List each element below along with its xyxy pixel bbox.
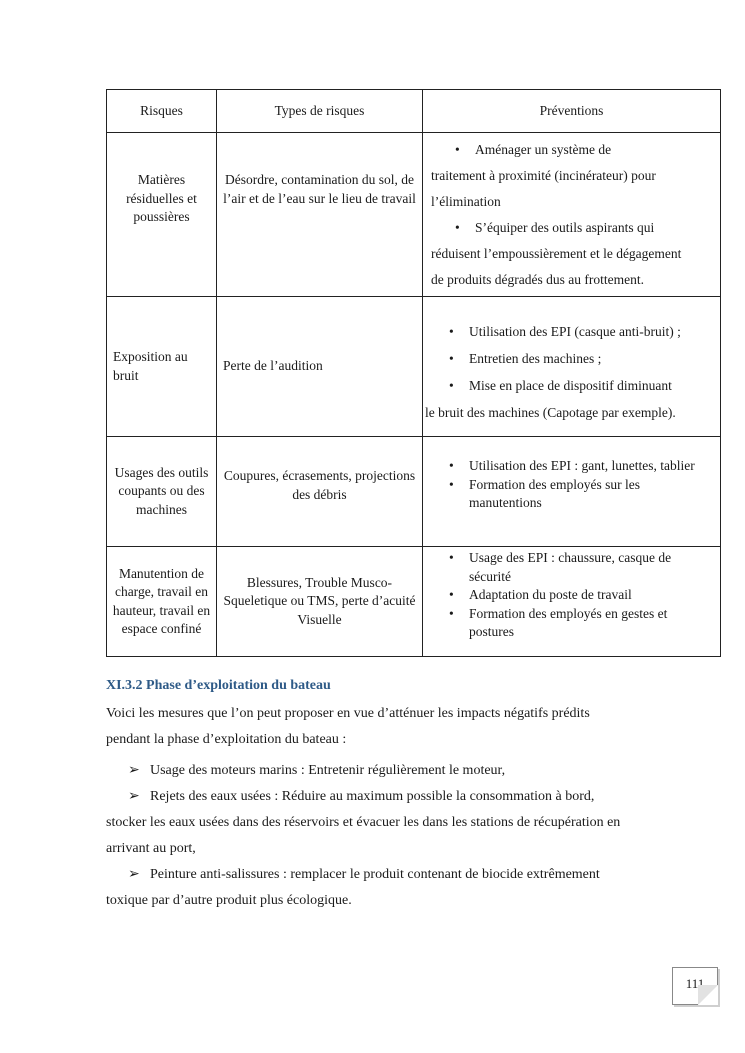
- page-number: [672, 967, 718, 1005]
- table-row: [107, 297, 721, 437]
- prevention-cell: [423, 547, 721, 657]
- prevention-line: • Adaptation du poste de travail: [425, 586, 714, 605]
- list-item-continuation: arrivant au port,: [106, 841, 196, 856]
- header-types: Types de risques: [217, 90, 423, 133]
- risk-table: [106, 89, 721, 657]
- prevention-line: • Formation des employés sur les manutentions: [425, 476, 714, 513]
- prevention-cell: [423, 133, 721, 297]
- prevention-line: • Mise en place de dispositif diminuant: [425, 372, 714, 399]
- section-heading: XI.3.2 Phase d’exploitation du bateau: [106, 678, 331, 693]
- prevention-line: le bruit des machines (Capotage par exemple).: [425, 404, 676, 420]
- list-item: [106, 758, 706, 784]
- arrow-bullet-icon: ➢: [128, 763, 140, 778]
- table-row: [107, 133, 721, 297]
- header-risques: Risques: [107, 90, 217, 133]
- page-fold-icon: [698, 985, 718, 1005]
- risk-type-cell: Désordre, contamination du sol, de l’air et de l’eau sur le lieu de travail: [217, 133, 423, 297]
- intro-line: pendant la phase d’exploitation du bateau :: [106, 732, 347, 747]
- list-item-text: Peinture anti-salissures : remplacer le produit contenant de biocide extrêmement: [150, 867, 600, 882]
- prevention-line: réduisent l’empoussièrement et le dégagement: [431, 245, 682, 261]
- list-item: [106, 862, 706, 888]
- list-item: [106, 784, 706, 810]
- prevention-line: • Aménager un système de: [431, 137, 714, 163]
- prevention-cell: [423, 297, 721, 437]
- table-row: [107, 547, 721, 657]
- page-number-text: 111: [685, 976, 705, 991]
- prevention-line: • Utilisation des EPI (casque anti-bruit) ;: [425, 318, 714, 345]
- list-item-continuation: stocker les eaux usées dans des réservoirs et évacuer les dans les stations de récupération en: [106, 815, 621, 830]
- prevention-cell: [423, 437, 721, 547]
- risk-type-cell: Perte de l’audition: [217, 297, 423, 437]
- measures-list: [106, 758, 706, 914]
- risk-cell: Manutention de charge, travail en hauteur, travail en espace confiné: [107, 547, 217, 657]
- header-preventions: Préventions: [423, 90, 721, 133]
- table-header-row: [107, 90, 721, 133]
- list-item-text: Rejets des eaux usées : Réduire au maximum possible la consommation à bord,: [150, 789, 595, 804]
- prevention-line: de produits dégradés dus au frottement.: [431, 271, 644, 287]
- list-item-continuation: toxique par d’autre produit plus écologique.: [106, 893, 352, 908]
- prevention-line: traitement à proximité (incinérateur) pour: [431, 167, 656, 183]
- prevention-line: • Formation des employés en gestes et postures: [425, 605, 714, 642]
- table-row: [107, 437, 721, 547]
- risk-type-cell: Coupures, écrasements, projections des débris: [217, 437, 423, 547]
- prevention-line: l’élimination: [431, 193, 501, 209]
- prevention-line: • S’équiper des outils aspirants qui: [431, 215, 714, 241]
- risk-cell: Usages des outils coupants ou des machines: [107, 437, 217, 547]
- prevention-line: • Usage des EPI : chaussure, casque de sécurité: [425, 549, 714, 586]
- risk-type-cell: Blessures, Trouble Musco-Squeletique ou TMS, perte d’acuité Visuelle: [217, 547, 423, 657]
- prevention-line: • Utilisation des EPI : gant, lunettes, tablier: [425, 457, 714, 476]
- arrow-bullet-icon: ➢: [128, 789, 140, 804]
- prevention-line: • Entretien des machines ;: [425, 345, 714, 372]
- risk-cell: Matières résiduelles et poussières: [107, 133, 217, 297]
- list-item-text: Usage des moteurs marins : Entretenir régulièrement le moteur,: [150, 763, 506, 778]
- arrow-bullet-icon: ➢: [128, 867, 140, 882]
- intro-line: Voici les mesures que l’on peut proposer en vue d’atténuer les impacts négatifs prédits: [106, 706, 590, 721]
- risk-cell: Exposition au bruit: [107, 297, 217, 437]
- intro-paragraph: [106, 701, 706, 753]
